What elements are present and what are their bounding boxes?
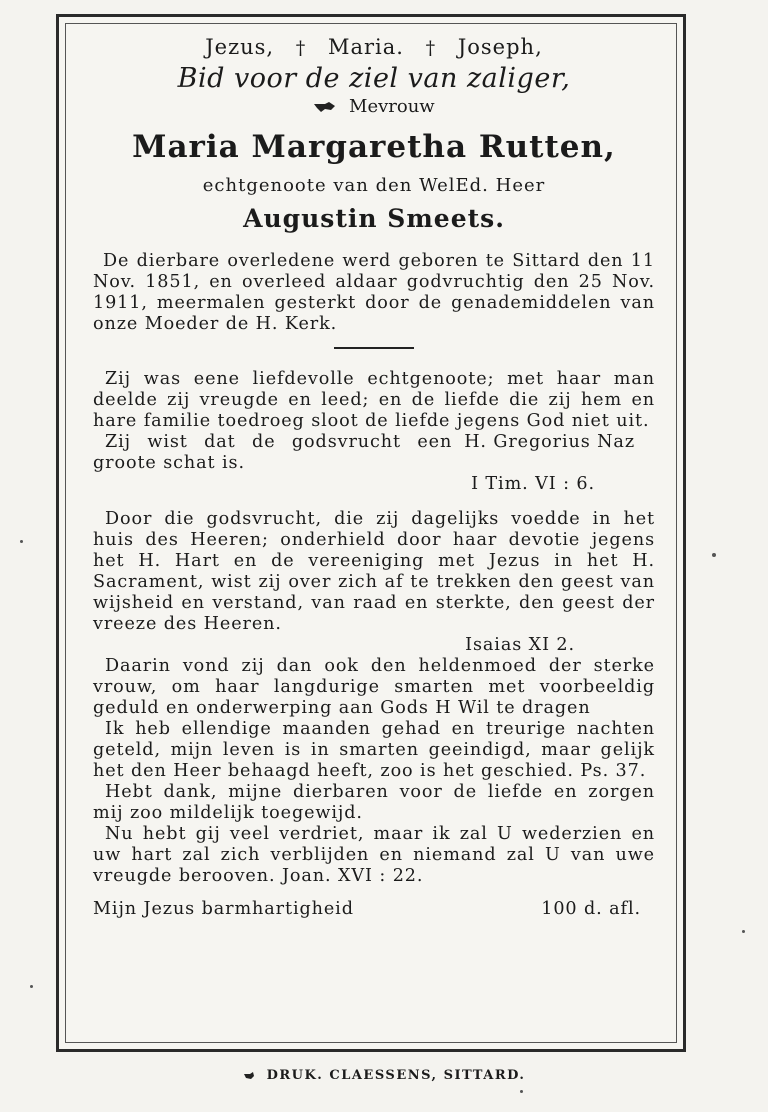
speck (742, 930, 745, 933)
cross-icon: † (295, 37, 307, 59)
citation-timotheus: I Tim. VI : 6. (471, 474, 595, 494)
paragraph-thanks: Hebt dank, mijne dierbaren voor de liefde en zorgen mij zoo mildelijk toegewijd. (93, 782, 655, 823)
invocation (93, 35, 655, 59)
invocation-maria: Maria. (327, 35, 404, 59)
spouse-name: Augustin Smeets. (243, 204, 505, 233)
deceased-name: Maria Margaretha Rutten, (132, 129, 616, 165)
closing-prayer: Mijn Jezus barmhartigheid (93, 899, 354, 919)
prayer-request: Bid voor de ziel van zaliger, (177, 63, 571, 94)
speck (520, 1090, 523, 1093)
title-line (93, 96, 655, 117)
paragraph-spouse-love: Zij was eene liefdevolle echtgenoote; met haar man deelde zij vreugde en leed; en de liefde die zij hem en hare familie toedroeg sloot de liefde jegens God niet uit. H. Gregorius Naz (93, 369, 655, 452)
printer-imprint (0, 1068, 768, 1083)
speck (30, 985, 33, 988)
divider (334, 347, 414, 349)
biography-paragraph: De dierbare overledene werd geboren te Sittard den 11 Nov. 1851, en overleed aldaar godvruchtig den 25 Nov. 1911, meermalen gesterkt door de genademiddelen van onze Moeder de H. Kerk. (93, 251, 655, 334)
card-content (93, 31, 655, 919)
memorial-card (56, 14, 686, 1052)
speck (712, 553, 716, 557)
paragraph-heroism: Daarin vond zij dan ook den heldenmoed der sterke vrouw, om haar langdurige smarten met voorbeeldig geduld en onderwerping aan Gods H Wil te dragen (93, 656, 655, 718)
invocation-jezus: Jezus, (205, 35, 275, 59)
spouse-intro: echtgenoote van den WelEd. Heer (202, 175, 546, 196)
invocation-joseph: Joseph, (457, 35, 543, 59)
paragraph-devotion: Door die godsvrucht, die zij dagelijks voedde in het huis des Heeren; onderhield door haar devotie jegens het H. Hart en de vereeniging met Jezus in het H. Sacrament, wist zij over zich af te trekken den geest van wijsheid en verstand, van raad en sterkte, den geest der vreeze des Heeren. (93, 509, 655, 634)
hand-ornament-icon (243, 1071, 255, 1081)
paragraph-psalm: Ik heb ellendige maanden gehad en treurige nachten geteld, mijn leven is in smarten geeindigd, maar gelijk het den Heer behaagd heeft, zoo is het geschied. Ps. 37. (93, 719, 655, 781)
citation-gregorius: H. Gregorius Naz (464, 432, 635, 452)
speck (20, 540, 23, 543)
title-mevrouw: Mevrouw (349, 96, 435, 117)
paragraph-farewell: Nu hebt gij veel verdriet, maar ik zal U wederzien en uw hart zal zich verblijden en niemand zal U van uwe vreugde berooven. Joan. XVI : 22. (93, 824, 655, 886)
hand-ornament-icon (313, 100, 339, 114)
paragraph-godsvrucht: Zij wist dat de godsvrucht een groote schat is. (93, 432, 453, 473)
closing-line (93, 899, 655, 919)
printer-name: DRUK. CLAESSENS, SITTARD. (266, 1068, 526, 1083)
citation-isaias: Isaias XI 2. (465, 635, 575, 655)
cross-icon: † (425, 37, 437, 59)
indulgence: 100 d. afl. (541, 899, 641, 919)
